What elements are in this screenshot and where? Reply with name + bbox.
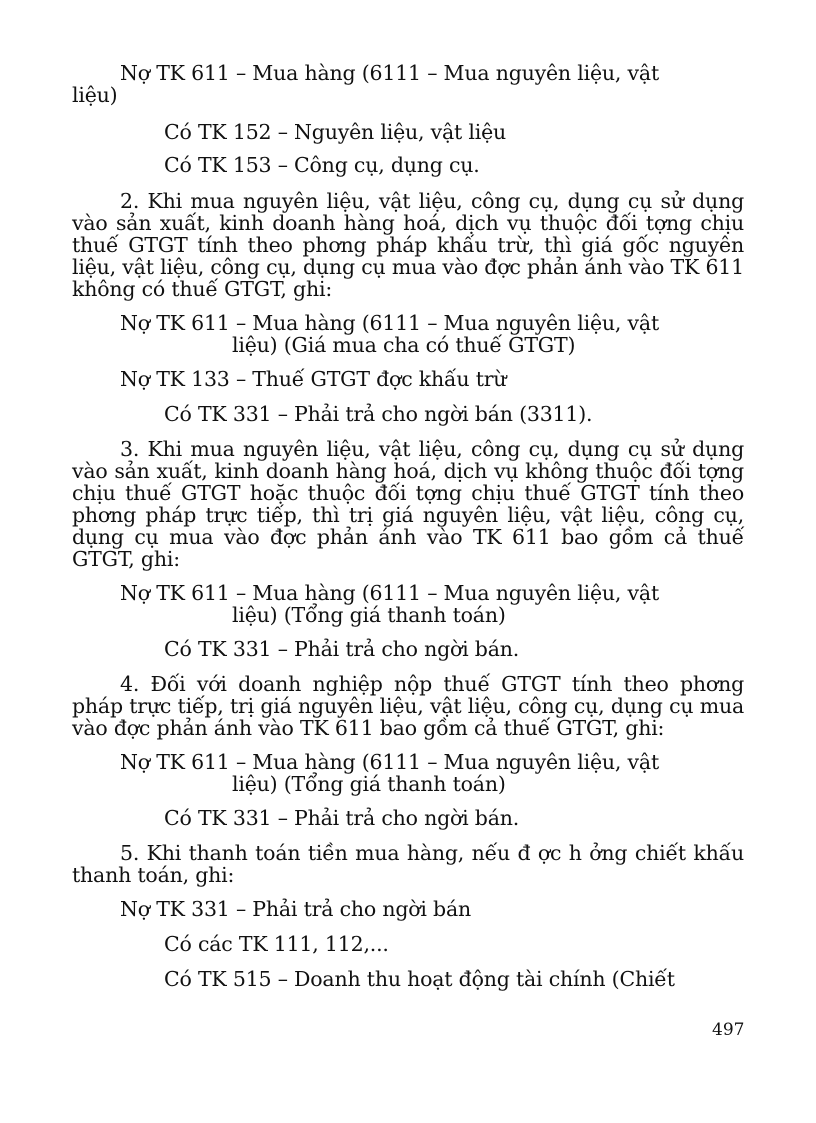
document-page [72,62,744,1001]
entry-line-continuation: liệu) (Tổng giá thanh toán) [232,772,506,796]
entry-debit-611-b [72,312,744,356]
entry-line-continuation: liệu) [72,83,118,107]
entry-credit-152: Có TK 152 – Nguyên liệu, vật liệu [164,120,507,144]
entry-debit-611-a [72,62,744,84]
entry-credit-331-b: Có TK 331 – Phải trả cho ngời bán. [164,637,520,661]
entry-line: Nợ TK 611 – Mua hàng (6111 – Mua nguyên liệu, vật [120,581,659,605]
entry-credit-515: Có TK 515 – Doanh thu hoạt động tài chính (Chiết [164,967,675,991]
entry-debit-133: Nợ TK 133 – Thuế GTGT đợc khấu trừ [120,367,507,391]
entry-line: Nợ TK 611 – Mua hàng (6111 – Mua nguyên liệu, vật [120,750,659,774]
paragraph-4: 4. Đối với doanh nghiệp nộp thuế GTGT tính theo phơng pháp trực tiếp, trị giá nguyên liệu, vật liệu, công cụ, dụng cụ mua vào đợc phản ánh vào TK 611 bao gồm cả thuế GTGT, ghi: [72,672,744,740]
page-number: 497 [712,1020,745,1040]
entry-credit-331-c: Có TK 331 – Phải trả cho ngời bán. [164,806,520,830]
entry-line-continuation: liệu) (Tổng giá thanh toán) [232,603,506,627]
paragraph-5: 5. Khi thanh toán tiền mua hàng, nếu đ ợc h ởng chiết khấu thanh toán, ghi: [72,841,744,887]
entry-credit-111-112: Có các TK 111, 112,... [164,932,389,956]
entry-debit-331: Nợ TK 331 – Phải trả cho ngời bán [120,897,472,921]
entry-debit-611-d [72,751,744,795]
paragraph-2: 2. Khi mua nguyên liệu, vật liệu, công cụ, dụng cụ sử dụng vào sản xuất, kinh doanh hàng hoá, dịch vụ thuộc đối tợng chịu thuế GTGT tính theo phơng pháp khấu trừ, thì giá gốc nguyên liệu, vật liệu, công cụ, dụng cụ mua vào đợc phản ánh vào TK 611 không có thuế GTGT, ghi: [72,189,744,301]
entry-credit-153: Có TK 153 – Công cụ, dụng cụ. [164,153,480,177]
entry-debit-611-c [72,582,744,626]
entry-line: Nợ TK 611 – Mua hàng (6111 – Mua nguyên liệu, vật [120,311,659,335]
entry-line: Nợ TK 611 – Mua hàng (6111 – Mua nguyên liệu, vật [120,61,659,85]
entry-line-continuation: liệu) (Giá mua cha có thuế GTGT) [232,333,576,357]
entry-credit-331-a: Có TK 331 – Phải trả cho ngời bán (3311). [164,402,593,426]
paragraph-3: 3. Khi mua nguyên liệu, vật liệu, công cụ, dụng cụ sử dụng vào sản xuất, kinh doanh hàng hoá, dịch vụ không thuộc đối tợng chịu thuế GTGT hoặc thuộc đối tợng chịu thuế GTGT tính theo phơng pháp trực tiếp, thì trị giá nguyên liệu, vật liệu, công cụ, dụng cụ mua vào đợc phản ánh vào TK 611 bao gồm cả thuế GTGT, ghi: [72,437,744,571]
